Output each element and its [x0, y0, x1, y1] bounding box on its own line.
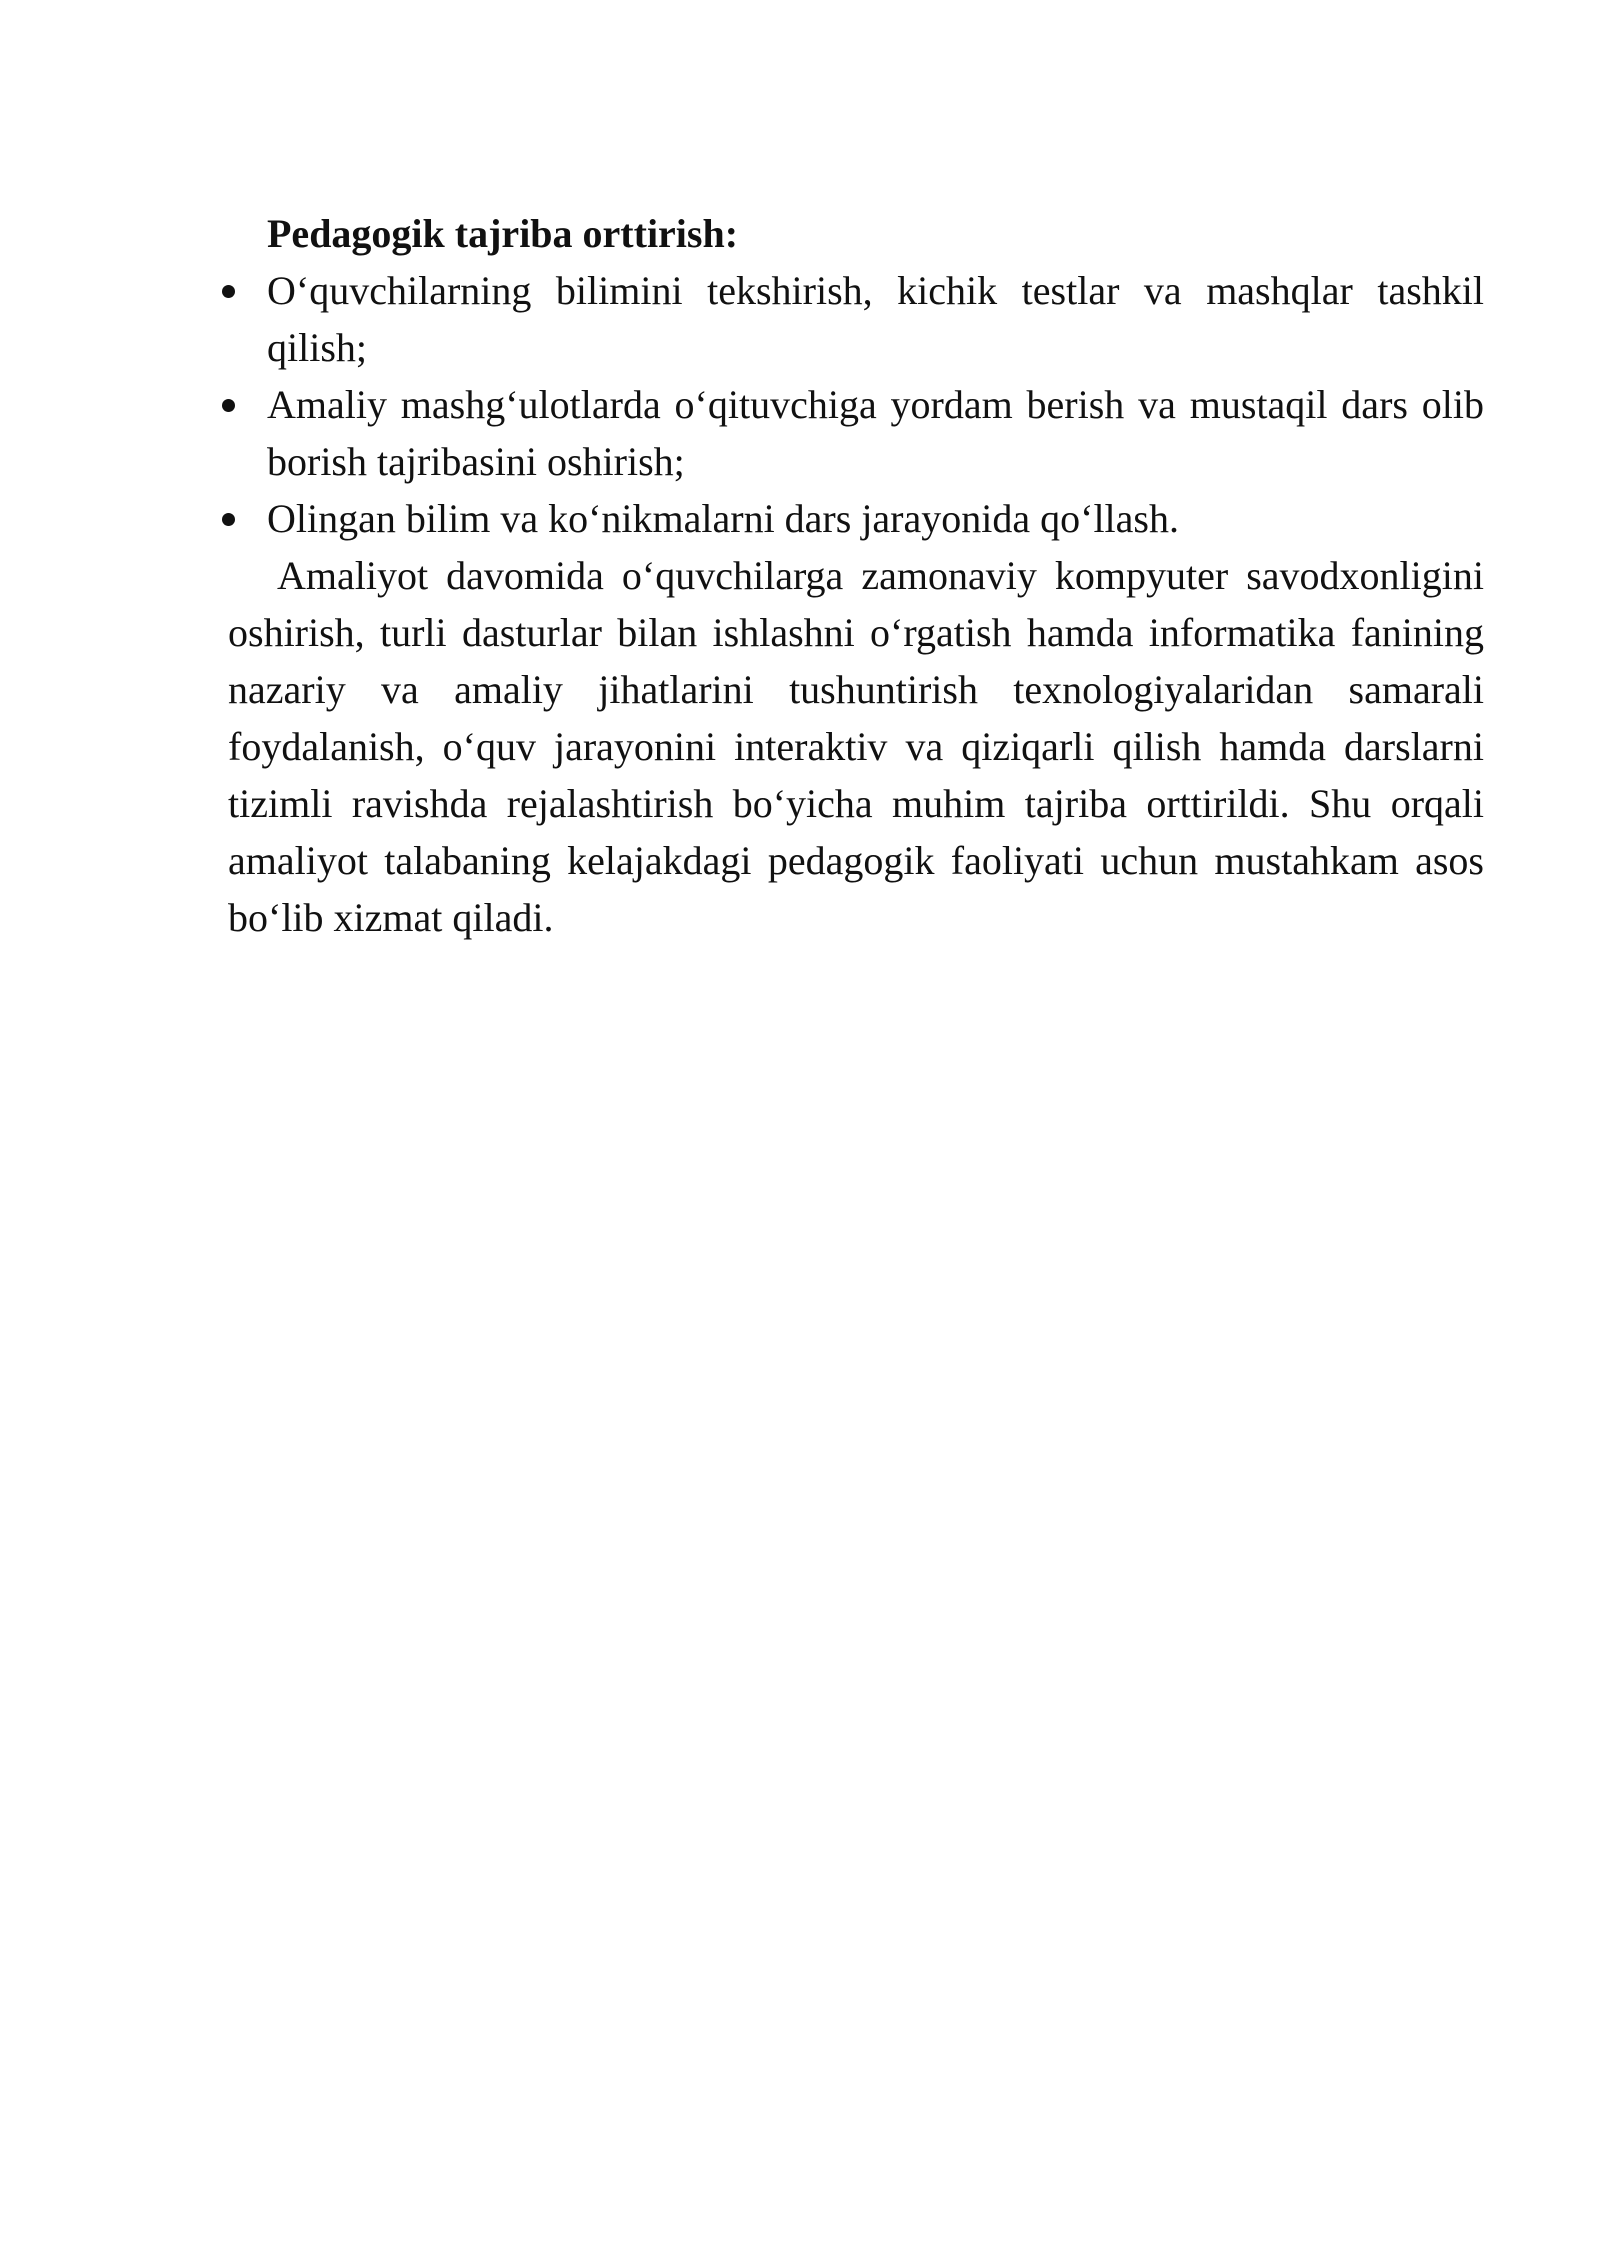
- bullet-icon: [222, 285, 235, 298]
- list-item-text: Amaliy mashg‘ulotlarda o‘qituvchiga yordam berish va mustaqil dars olib borish tajribasini oshirish;: [267, 382, 1484, 484]
- list-item: [228, 376, 1484, 490]
- body-paragraph: Amaliyot davomida o‘quvchilarga zamonaviy kompyuter savodxonligini oshirish, turli dasturlar bilan ishlashni o‘rgatish hamda informatika fanining nazariy va amaliy jihatlarini tushuntirish texnologiyalaridan samarali foydalanish, o‘quv jarayonini interaktiv va qiziqarli qilish hamda darslarni tizimli ravishda rejalashtirish bo‘yicha muhim tajriba orttirildi. Shu orqali amaliyot talabaning kelajakdagi pedagogik faoliyati uchun mustahkam asos bo‘lib xizmat qiladi.: [228, 553, 1484, 940]
- document-body: [228, 205, 1484, 946]
- section-heading: Pedagogik tajriba orttirish:: [267, 211, 739, 256]
- bullet-list: [228, 262, 1484, 547]
- list-item-text: Olingan bilim va ko‘nikmalarni dars jarayonida qo‘llash.: [267, 496, 1179, 541]
- bullet-icon: [222, 399, 235, 412]
- list-item-text: O‘quvchilarning bilimini tekshirish, kichik testlar va mashqlar tashkil qilish;: [267, 268, 1484, 370]
- list-item: [228, 262, 1484, 376]
- list-item: [228, 490, 1484, 547]
- bullet-icon: [222, 513, 235, 526]
